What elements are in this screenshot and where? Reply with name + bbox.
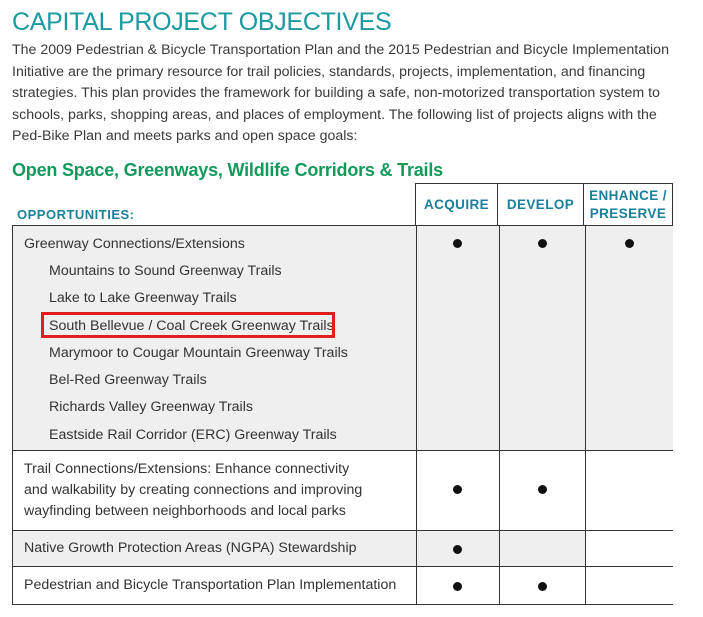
intro-line: schools, parks, shopping areas, and places of employment. The following list of projects aligns with the	[12, 106, 657, 123]
row-label-line: wayfinding between neighborhoods and local parks	[24, 503, 346, 519]
enhance-cell	[585, 226, 673, 450]
column-header-develop: DEVELOP	[498, 183, 584, 225]
table-row-greenway-connections	[12, 225, 673, 451]
row-label-line: Trail Connections/Extensions: Enhance connectivity	[24, 461, 350, 477]
develop-cell	[499, 531, 585, 566]
list-item: Eastside Rail Corridor (ERC) Greenway Trails	[49, 427, 337, 443]
bullet-dot-icon	[625, 239, 634, 248]
table-row-ngpa	[12, 531, 673, 567]
acquire-cell	[416, 226, 499, 450]
page-title: CAPITAL PROJECT OBJECTIVES	[12, 8, 392, 36]
bullet-dot-icon	[538, 582, 547, 591]
list-item: Mountains to Sound Greenway Trails	[49, 263, 282, 279]
bullet-dot-icon	[453, 485, 462, 494]
bullet-dot-icon	[453, 582, 462, 591]
list-item: Marymoor to Cougar Mountain Greenway Trails	[49, 345, 348, 361]
column-header-enhance-line: ENHANCE /	[589, 187, 667, 203]
list-item-highlighted: South Bellevue / Coal Creek Greenway Trails	[49, 318, 334, 334]
objectives-table	[12, 183, 672, 605]
intro-line: Ped-Bike Plan and meets parks and open space goals:	[12, 128, 358, 144]
bullet-dot-icon	[538, 239, 547, 248]
column-header-acquire: ACQUIRE	[415, 183, 498, 225]
row-label: Pedestrian and Bicycle Transportation Plan Implementation	[24, 577, 397, 593]
bullet-dot-icon	[453, 239, 462, 248]
intro-line: strategies. This plan provides the framework for building a safe, non-motorized transportation system to	[12, 85, 660, 101]
row-label: Greenway Connections/Extensions	[24, 236, 245, 252]
intro-paragraph	[12, 40, 692, 148]
row-label-line: and walkability by creating connections and improving	[24, 482, 363, 498]
row-label-cell	[13, 531, 416, 566]
list-item: Richards Valley Greenway Trails	[49, 399, 253, 415]
table-row-ped-bike-plan	[12, 567, 673, 605]
row-label: Native Growth Protection Areas (NGPA) Stewardship	[24, 540, 357, 556]
develop-cell	[499, 226, 585, 450]
acquire-cell	[416, 451, 499, 530]
list-item: Lake to Lake Greenway Trails	[49, 290, 237, 306]
intro-line: The 2009 Pedestrian & Bicycle Transportation Plan and the 2015 Pedestrian and Bicycle Implementation	[12, 42, 669, 58]
bullet-dot-icon	[538, 485, 547, 494]
develop-cell	[499, 451, 585, 530]
table-row-trail-connections	[12, 451, 673, 531]
highlight-box	[41, 312, 335, 338]
enhance-cell	[585, 531, 673, 566]
column-header-preserve-line: PRESERVE	[589, 205, 667, 221]
opportunities-header: OPPORTUNITIES:	[17, 207, 135, 222]
section-title: Open Space, Greenways, Wildlife Corridors & Trails	[12, 160, 443, 180]
enhance-cell	[585, 451, 673, 530]
row-label-cell	[13, 567, 416, 604]
develop-cell	[499, 567, 585, 604]
list-item: Bel-Red Greenway Trails	[49, 372, 207, 388]
enhance-cell	[585, 567, 673, 604]
bullet-dot-icon	[453, 545, 462, 554]
row-label-cell	[13, 226, 416, 450]
column-header-enhance-preserve	[584, 183, 673, 225]
acquire-cell	[416, 567, 499, 604]
acquire-cell	[416, 531, 499, 566]
row-label-cell	[13, 451, 416, 530]
intro-line: Initiative are the primary resource for trail policies, standards, projects, implementation, and financing	[12, 63, 646, 80]
